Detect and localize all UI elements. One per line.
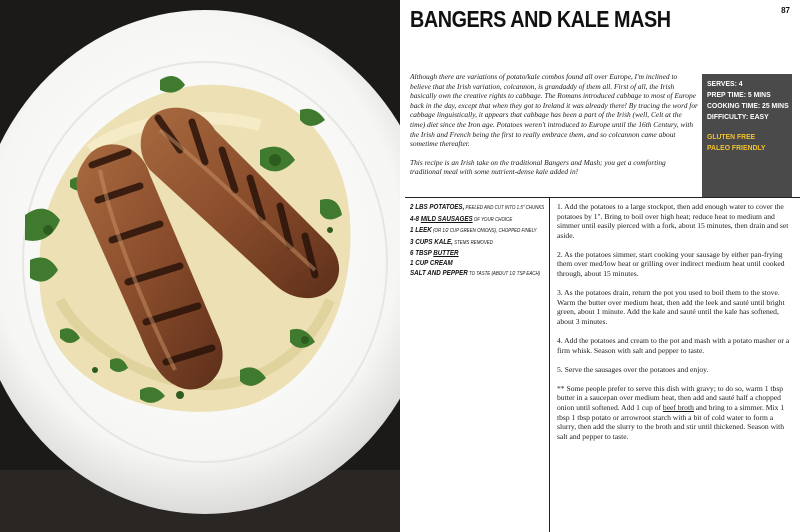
beef-broth-link[interactable]: beef broth bbox=[662, 403, 694, 412]
ingredient-item: SALT AND PEPPER TO TASTE (ABOUT 1/2 TSP EACH) bbox=[410, 267, 541, 277]
paleo-friendly-tag: PALEO FRIENDLY bbox=[707, 143, 766, 152]
recipe-info-box bbox=[702, 74, 792, 197]
step-3: 3. As the potatoes drain, return the pot you used to boil them to the stove. Warm the butter over medium heat, then add the leek and sauté until bright green, about 1 minute. Add the kale and sauté until the kale has softened, about 3 minutes. bbox=[557, 288, 785, 326]
ingredient-item: 2 LBS POTATOES, PEELED AND CUT INTO 1.5" CHUNKS bbox=[410, 202, 545, 211]
ingredient-item: 3 CUPS KALE, STEMS REMOVED bbox=[410, 236, 493, 246]
ingredient-item: 4-8 MILD SAUSAGES OF YOUR CHOICE bbox=[410, 213, 513, 223]
mild-sausages-link[interactable]: MILD SAUSAGES bbox=[420, 213, 473, 223]
step-1: 1. Add the potatoes to a large stockpot, then add enough water to cover the potatoes by 1". Bring to boil over high heat; reduce heat to medium and simmer until easily pierced with a fork, about 15 minutes, then drain and set aside. bbox=[557, 202, 789, 240]
gravy-note: ** Some people prefer to serve this dish with gravy; to do so, warm 1 tbsp butter in a saucepan over medium heat, then add and sauté half a chopped onion until softened. Add 1 cup of beef broth and bring to a simmer. Mix 1 tbsp 1 tbsp potato or arrowroot starch with a bit of cold water to form a slurry, then add the slurry to the broth and stir until thickened. Season with salt and pepper to taste. bbox=[557, 383, 785, 441]
difficulty: DIFFICULTY: EASY bbox=[707, 112, 769, 121]
serves: SERVES: 4 bbox=[707, 79, 743, 88]
intro-paragraph: Although there are variations of potato/kale combos found all over Europe, I'm inclined to believe that the Irish variation, colcannon, is grandaddy of them all. First of all, the Irish basically own the creative rights to cabbage. The Romans introduced cabbage to most of Europe back in the day, except that when they got to Ireland it was already there! By tracing the word for cabbage linguistically, it appears that cabbage has been a part of the Irish (well, Celt at the time) diet since the Iron age. Potatoes weren't introduced to Europe until the 16th Century, with the Irish and French being the first to really embrace them, and so colcannon came about sometime thereafter. bbox=[410, 72, 698, 149]
intro-text bbox=[410, 72, 698, 186]
gluten-free-tag: GLUTEN FREE bbox=[707, 132, 756, 141]
ingredients-list bbox=[410, 202, 550, 279]
cooking-time: COOKING TIME: 25 MINS bbox=[707, 101, 789, 110]
ingredient-item: 1 LEEK (OR 1/2 CUP GREEN ONIONS), CHOPPED FINELY bbox=[410, 225, 537, 235]
intro-paragraph: This recipe is an Irish take on the traditional Bangers and Mash; you get a comforting traditional meal with some nutrient-dense kale added in! bbox=[410, 157, 666, 177]
butter-link[interactable]: BUTTER bbox=[433, 248, 459, 258]
step-4: 4. Add the potatoes and cream to the pot and mash with a potato masher or a firm whisk. Season with salt and pepper to taste. bbox=[557, 336, 790, 355]
section-divider bbox=[405, 197, 800, 198]
ingredient-item: 1 CUP CREAM bbox=[410, 257, 453, 267]
instructions bbox=[557, 202, 793, 451]
ingredient-item: 6 TBSP BUTTER bbox=[410, 248, 459, 258]
prep-time: PREP TIME: 5 MINS bbox=[707, 90, 771, 99]
step-2: 2. As the potatoes simmer, start cooking your sausage by either pan-frying them over med/low heat or grilling over indirect medium heat until cooked through, about 15 minutes. bbox=[557, 249, 785, 279]
step-5: 5. Serve the sausages over the potatoes and enjoy. bbox=[557, 364, 709, 374]
page-number: 87 bbox=[781, 6, 790, 15]
recipe-title: BANGERS AND KALE MASH bbox=[410, 6, 671, 32]
